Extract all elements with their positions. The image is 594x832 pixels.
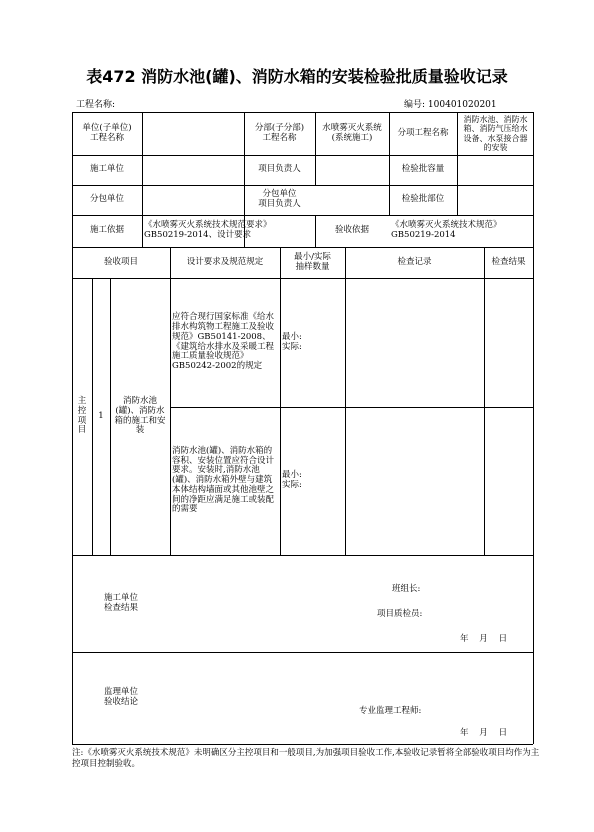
subdivision-label: 分项工程名称 [397, 127, 449, 138]
subcontractor-label: 分包单位 [89, 194, 124, 205]
item-index: 1 [98, 410, 104, 421]
col-record-header: 检查记录 [397, 256, 432, 267]
project-name-label: 工程名称: [76, 100, 116, 110]
batch-location-label: 检验批部位 [401, 194, 445, 205]
batch-capacity-label: 检验批容量 [401, 164, 445, 175]
col-result-header: 检查结果 [491, 256, 526, 267]
item-name: 消防水池 (罐)、消防水 箱的施工和安 装 [114, 395, 166, 436]
footer-note: 注:《水喷雾灭火系统技术规范》未明确区分主控项目和一般项目,为加强项目验收工作,本验收记录暂将全部验收项目均作为主控项目控制验收。 [72, 748, 540, 770]
col-design-header: 设计要求及规范规定 [186, 256, 264, 267]
check-date: 年 月 日 [460, 634, 508, 645]
division-label: 分部(子分部) 工程名称 [254, 122, 305, 143]
main-control-category: 主 控 项 目 [77, 395, 87, 436]
number-value: 100401020201 [427, 100, 497, 110]
number-field [404, 97, 497, 110]
requirement-2: 消防水池(罐)、消防水箱的容积、安装位置应符合设计要求。安装时,消防水池(罐)、消防水箱外壁与建筑本体结构墙面或其他池壁之间的净距应满足施工或装配的需要 [172, 445, 275, 515]
project-manager-label: 项目负责人 [258, 164, 301, 175]
construction-basis-label: 施工依据 [89, 225, 124, 236]
supervision-engineer-label: 专业监理工程师: [359, 706, 422, 717]
team-leader-label: 班组长: [392, 584, 421, 595]
division-value: 水喷雾灭火系统 (系统施工) [322, 122, 382, 143]
subdivision-value: 消防水池、消防水箱、消防气压给水设备、水泵接合器的安装 [463, 115, 528, 152]
supervision-label: 监理单位 验收结论 [103, 687, 138, 707]
requirement-1: 应符合现行国家标准《给水排水构筑物工程施工及验收规范》GB50141-2008、《建筑给水排水及采暖工程施工质量验收规范》GB50242-2002的规定 [172, 312, 275, 372]
col-sampling-header: 最小/实际 抽样数量 [294, 251, 331, 272]
supervision-date: 年 月 日 [460, 728, 508, 739]
unit-name-label: 单位(子单位) 工程名称 [82, 122, 132, 143]
quality-inspector-label: 项目质检员: [377, 609, 423, 620]
inspection-form-table [72, 112, 533, 744]
page-title: 表472 消防水池(罐)、消防水箱的安装检验批质量验收记录 [86, 67, 508, 86]
construction-check-label: 施工单位 检查结果 [103, 592, 138, 613]
acceptance-basis-value: 《水喷雾灭火系统技术规范》 GB50219-2014 [391, 220, 502, 240]
sample-count-2: 最小: 实际: [282, 470, 302, 490]
subcontractor-manager-label: 分包单位 项目负责人 [258, 189, 301, 209]
number-label: 编号: [404, 100, 426, 110]
construction-basis-value: 《水喷雾灭火系统技术规范要求》 GB50219-2014、设计要求 [144, 220, 272, 240]
col-item-header: 验收项目 [103, 256, 138, 267]
acceptance-basis-label: 验收依据 [334, 225, 369, 236]
sample-count-1: 最小: 实际: [282, 331, 302, 352]
construction-unit-label: 施工单位 [89, 164, 124, 175]
